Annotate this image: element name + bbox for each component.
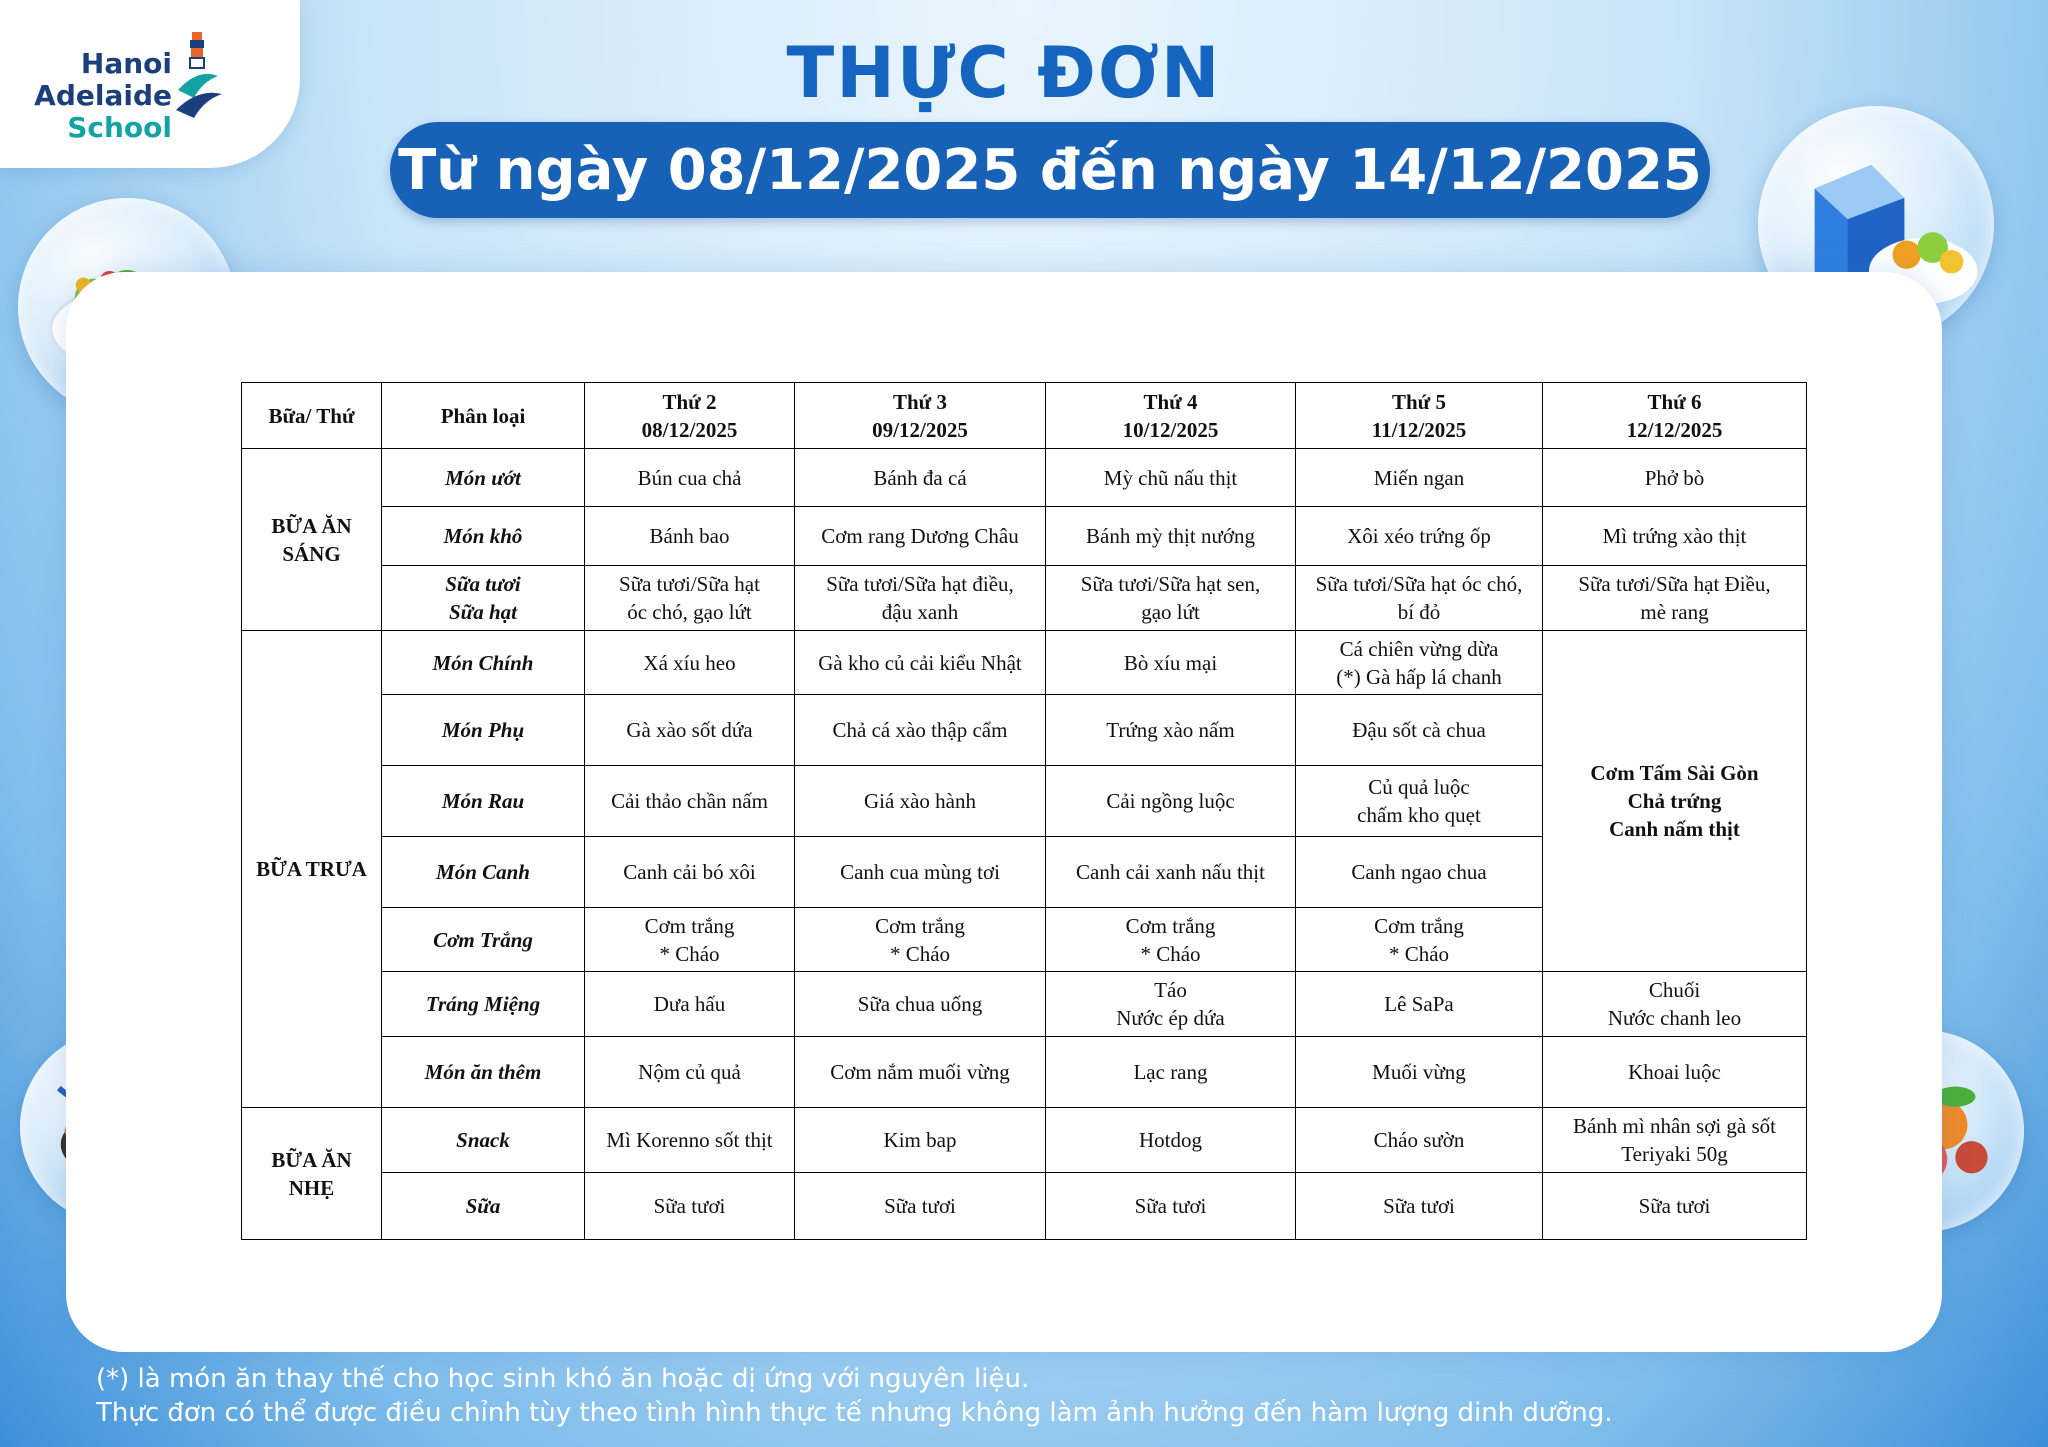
dish-cell: Sữa tươi	[1296, 1173, 1543, 1240]
dish-cell: Cơm trắng * Cháo	[795, 908, 1046, 972]
dish-cell: Sữa tươi/Sữa hạt óc chó, bí đỏ	[1296, 566, 1543, 631]
category-cell: Món khô	[382, 507, 585, 566]
dish-cell: Canh cải bó xôi	[585, 837, 795, 908]
table-row	[242, 631, 1807, 695]
dish-cell: Gà xào sốt dứa	[585, 695, 795, 766]
dish-cell: Sữa tươi/Sữa hạt Điều, mè rang	[1543, 566, 1807, 631]
dish-cell: Cơm trắng * Cháo	[1046, 908, 1296, 972]
dish-cell: Trứng xào nấm	[1046, 695, 1296, 766]
dish-cell: Chuối Nước chanh leo	[1543, 972, 1807, 1037]
dish-cell: Đậu sốt cà chua	[1296, 695, 1543, 766]
table-header-row	[242, 383, 1807, 449]
dish-cell: Lê SaPa	[1296, 972, 1543, 1037]
dish-cell: Củ quả luộc chấm kho quẹt	[1296, 766, 1543, 837]
dish-cell: Canh cải xanh nấu thịt	[1046, 837, 1296, 908]
footnote	[96, 1362, 1613, 1430]
table-row	[242, 507, 1807, 566]
category-cell: Món ướt	[382, 449, 585, 507]
category-cell: Tráng Miệng	[382, 972, 585, 1037]
dish-cell: Sữa chua uống	[795, 972, 1046, 1037]
category-cell: Sữa tươi Sữa hạt	[382, 566, 585, 631]
dish-cell: Nộm củ quả	[585, 1037, 795, 1108]
meal-breakfast: BỮA ĂN SÁNG	[242, 449, 382, 631]
table-row	[242, 1037, 1807, 1108]
dish-cell: Cơm trắng * Cháo	[585, 908, 795, 972]
footnote-line: (*) là món ăn thay thế cho học sinh khó ăn hoặc dị ứng với nguyên liệu.	[96, 1364, 1030, 1394]
dish-cell: Phở bò	[1543, 449, 1807, 507]
date-range-banner: Từ ngày 08/12/2025 đến ngày 14/12/2025	[390, 122, 1710, 218]
dish-cell: Cháo sườn	[1296, 1108, 1543, 1173]
dish-cell: Xá xíu heo	[585, 631, 795, 695]
logo-line-hanoi: Hanoi	[80, 47, 172, 80]
dish-cell: Cải ngồng luộc	[1046, 766, 1296, 837]
dish-cell: Chả cá xào thập cẩm	[795, 695, 1046, 766]
dish-cell: Bánh bao	[585, 507, 795, 566]
dish-cell: Mì trứng xào thịt	[1543, 507, 1807, 566]
category-cell: Cơm Trắng	[382, 908, 585, 972]
dish-cell: Bánh mỳ thịt nướng	[1046, 507, 1296, 566]
category-cell: Món ăn thêm	[382, 1037, 585, 1108]
category-cell: Món Chính	[382, 631, 585, 695]
category-cell: Món Phụ	[382, 695, 585, 766]
header-meal: Bữa/ Thứ	[242, 383, 382, 449]
header-day: Thứ 2 08/12/2025	[585, 383, 795, 449]
dish-cell: Canh ngao chua	[1296, 837, 1543, 908]
dish-cell: Canh cua mùng tơi	[795, 837, 1046, 908]
dish-cell: Khoai luộc	[1543, 1037, 1807, 1108]
page-title: THỰC ĐƠN	[786, 32, 1222, 114]
dish-cell: Sữa tươi/Sữa hạt sen, gạo lứt	[1046, 566, 1296, 631]
footnote-line: Thực đơn có thể được điều chỉnh tùy theo tình hình thực tế nhưng không làm ảnh hưởng đến hàm lượng dinh dưỡng.	[96, 1398, 1613, 1428]
dish-cell: Cơm nắm muối vừng	[795, 1037, 1046, 1108]
table-row	[242, 449, 1807, 507]
dish-cell: Sữa tươi	[1046, 1173, 1296, 1240]
dish-cell: Bánh đa cá	[795, 449, 1046, 507]
dish-cell: Sữa tươi	[585, 1173, 795, 1240]
header-day: Thứ 6 12/12/2025	[1543, 383, 1807, 449]
dish-cell: Gà kho củ cải kiểu Nhật	[795, 631, 1046, 695]
dish-cell: Hotdog	[1046, 1108, 1296, 1173]
header-day: Thứ 4 10/12/2025	[1046, 383, 1296, 449]
header-day: Thứ 5 11/12/2025	[1296, 383, 1543, 449]
dish-cell: Sữa tươi	[795, 1173, 1046, 1240]
dish-cell: Cơm rang Dương Châu	[795, 507, 1046, 566]
category-cell: Snack	[382, 1108, 585, 1173]
dish-cell: Sữa tươi	[1543, 1173, 1807, 1240]
table-row	[242, 1173, 1807, 1240]
dish-cell: Lạc rang	[1046, 1037, 1296, 1108]
dish-cell: Mì Korenno sốt thịt	[585, 1108, 795, 1173]
dish-cell: Bánh mì nhân sợi gà sốt Teriyaki 50g	[1543, 1108, 1807, 1173]
dish-cell: Cải thảo chần nấm	[585, 766, 795, 837]
menu-table	[241, 382, 1807, 1240]
dish-cell: Cơm trắng * Cháo	[1296, 908, 1543, 972]
meal-lunch: BỮA TRƯA	[242, 631, 382, 1108]
category-cell: Món Rau	[382, 766, 585, 837]
header-category: Phân loại	[382, 383, 585, 449]
dish-cell: Mỳ chũ nấu thịt	[1046, 449, 1296, 507]
header-day: Thứ 3 09/12/2025	[795, 383, 1046, 449]
dish-cell: Xôi xéo trứng ốp	[1296, 507, 1543, 566]
meal-snack: BỮA ĂN NHẸ	[242, 1108, 382, 1240]
dish-cell: Kim bap	[795, 1108, 1046, 1173]
dish-cell: Cá chiên vừng dừa (*) Gà hấp lá chanh	[1296, 631, 1543, 695]
table-row	[242, 566, 1807, 631]
dish-cell: Bò xíu mại	[1046, 631, 1296, 695]
category-cell: Món Canh	[382, 837, 585, 908]
category-cell: Sữa	[382, 1173, 585, 1240]
dish-cell: Táo Nước ép dứa	[1046, 972, 1296, 1037]
dish-cell: Bún cua chả	[585, 449, 795, 507]
dish-cell: Sữa tươi/Sữa hạt óc chó, gạo lứt	[585, 566, 795, 631]
table-row	[242, 972, 1807, 1037]
friday-lunch-combo: Cơm Tấm Sài Gòn Chả trứng Canh nấm thịt	[1543, 631, 1807, 972]
dish-cell: Sữa tươi/Sữa hạt điều, đậu xanh	[795, 566, 1046, 631]
dish-cell: Muối vừng	[1296, 1037, 1543, 1108]
dish-cell: Giá xào hành	[795, 766, 1046, 837]
table-row	[242, 1108, 1807, 1173]
logo-line-school: School	[67, 111, 172, 144]
dish-cell: Dưa hấu	[585, 972, 795, 1037]
logo-line-adelaide: Adelaide	[34, 79, 172, 112]
dish-cell: Miến ngan	[1296, 449, 1543, 507]
